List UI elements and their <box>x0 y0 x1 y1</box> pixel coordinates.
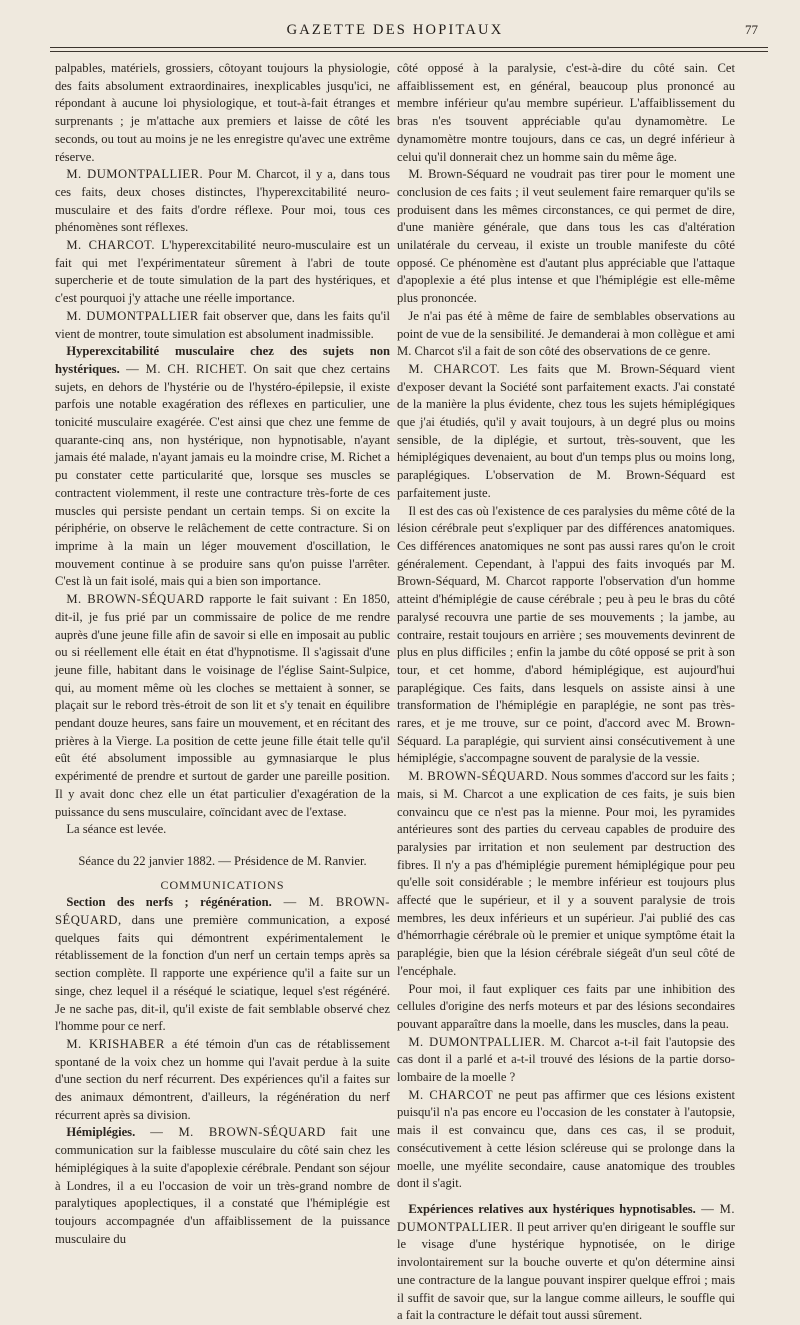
session-closing: La séance est levée. <box>66 822 167 837</box>
paragraph: M. KRISHABER a été témoin d'un cas de rétablissement spontané de la voix chez un homme qui l'avait perdue à la suite d'une section du nerf récurrent. Des expériences qu'il a faites sur des animaux démontrent, d'ailleurs, la régénération du nerf récurrent après sa division. <box>55 1036 390 1122</box>
paragraph: M. DUMONTPALLIER. M. Charcot a-t-il fait l'autopsie des cas dont il a parlé et a-t-il trouvé des lésions de la partie dorso-lombaire de la moelle ? <box>397 1034 735 1085</box>
left-column <box>55 60 390 1248</box>
journal-title: GAZETTE DES HOPITAUX <box>286 22 504 38</box>
speaker-name: — M. BROWN-SÉQUARD, <box>55 895 390 928</box>
paragraph: M. DUMONTPALLIER fait observer que, dans les faits qu'il vient de montrer, toute simulation est absolument inadmissible. <box>55 308 390 341</box>
page-number: 77 <box>745 22 758 37</box>
speaker-name: M. CHARCOT. <box>66 238 155 253</box>
section-heading: Expériences relatives aux hystériques hypnotisables. <box>408 1202 696 1216</box>
right-column <box>397 60 735 1325</box>
paragraph: Hémiplégies. — M. BROWN-SÉQUARD fait une communication sur la faiblesse musculaire du côté sain chez les hémiplégiques à la suite d'apoplexie cérébrale. Pendant son séjour à Londres, il a eu l'occasion de voir un très-grand nombre de paralytiques apoplectiques, il a constaté que l'hémiplégie est toujours accompagnée d'un affaiblissement de la puissance musculaire du <box>55 1125 390 1246</box>
speaker-name: M. BROWN-SÉQUARD <box>66 592 205 607</box>
header-rule-thin <box>50 51 768 52</box>
speaker-name: M. BROWN-SÉQUARD. <box>408 769 549 784</box>
speaker-name: M. CHARCOT. <box>408 361 501 376</box>
paragraph: M. DUMONTPALLIER. Pour M. Charcot, il y a, dans tous ces faits, deux choses distinctes, l'hyperexcitabilité neuro-musculaire et des faits d'ordre réflexe. Pour moi, tous ces phénomènes sont réflexes. <box>55 167 390 235</box>
paragraph: M. CHARCOT. L'hyperexcitabilité neuro-musculaire est un fait qui met l'expérimentateur sûrement à l'abri de toute supercherie et de toute simulation de la part des hystériques, et c'est pourquoi j'y attache une réelle importance. <box>55 238 390 306</box>
speaker-name: M. DUMONTPALLIER <box>66 308 199 323</box>
paragraph: Section des nerfs ; régénération. — M. BROWN-SÉQUARD, dans une première communication, a exposé quelques faits qui démontrent expérimentalement le rétablissement de la fonction d'un nerf un certain temps après sa section complète. Il rapporte une expérience qu'il a faite sur un singe, chez lequel il a réséqué le sciatique, lequel s'est régénéré. Je ne sache pas, dit-il, qu'il existe de fait semblable observé chez l'homme pour ce nerf. <box>55 895 390 1034</box>
section-gap <box>397 1193 735 1201</box>
section-heading: Section des nerfs ; régénération. <box>66 895 272 910</box>
section-heading: Hémiplégies. <box>66 1125 136 1140</box>
speaker-name: — M. BROWN-SÉQUARD <box>135 1125 326 1140</box>
paragraph: M. BROWN-SÉQUARD. Nous sommes d'accord sur les faits ; mais, si M. Charcot a une explication de ces faits, je suis bien convaincu que ce n'est pas la mienne. Pour moi, les pyramides antérieures sont des parties du cerveau capables de produire des paralysies par irritation et non seulement par destruction des fibres. Il n'y a pas d'hémiplégie purement hémiplégique pour peu qu'elle soit considérable ; le membre inférieur est toujours plus affecté que le supérieur, et il y a souvent paralysie de trois membres, les deux inférieurs et un supérieur. J'ai publié des cas d'hémorrhagie cérébrale où le premier et unique symptôme était la paraplégie, bien que la lésion cérébrale siégeât d'un seul côté de l'encéphale. <box>397 769 735 978</box>
header-rule <box>50 47 768 48</box>
section-heading: Hyperexcitabilité musculaire chez des sujets non hystériques. <box>55 344 390 376</box>
paragraph: Je n'ai pas été à même de faire de semblables observations au point de vue de la sensibilité. Je demanderai à mon collègue et ami M. Charcot s'il a fait de son côté des observations de ce genre. <box>397 308 735 359</box>
speaker-name: M. KRISHABER <box>66 1036 165 1051</box>
speaker-name: M. CHARCOT <box>408 1087 494 1102</box>
session-header <box>55 853 390 894</box>
speaker-name: M. DUMONTPALLIER. <box>408 1034 546 1049</box>
rubric-title: COMMUNICATIONS <box>160 877 285 892</box>
speaker-name: — M. DUMONTPALLIER. <box>397 1202 735 1234</box>
paragraph: palpables, matériels, grossiers, côtoyant toujours la physiologie, des faits absolument extraordinaires, inexplicables jusqu'ici, ne répondant à aucune loi physiologique, et tout-à-fait étranges et surprenants ; je m'attache aux premiers et laisse de côté les seconds, ou tout au moins je ne les enregistre qu'avec une extrême réserve. <box>55 61 390 164</box>
paragraph: Expériences relatives aux hystériques hypnotisables. — M. DUMONTPALLIER. Il peut arriver qu'en dirigeant le souffle sur le visage d'une hystérique hypnotisée, on le dirige involontairement sur la bouche ouverte et qu'on détermine ainsi une contracture de la langue pouvant inspirer quelque effroi ; mais il suffit de savoir que, sur la langue comme ailleurs, le souffle qui a fait la contracture le défait tout aussi sûrement. <box>397 1202 735 1323</box>
speaker-name: M. DUMONTPALLIER. <box>66 167 204 182</box>
paragraph: Il est des cas où l'existence de ces paralysies du même côté de la lésion cérébrale peut s'expliquer par des différences anatomiques. Ces différences anatomiques ne sont pas aussi rares qu'on le croit généralement. Cependant, à l'appui des faits invoqués par M. Brown-Séquard, M. Charcot rapporte l'observation d'un homme atteint d'hémiplégie de cause cérébrale ; peu à peu le bras du côté paralysé recouvra une partie de ses mouvements ; la jambe, au contraire, restait toujours en arrière ; ses mouvements devinrent de plus en plus difficiles ; enfin la jambe du côté opposé se prit à son tour, et cet homme, d'abord hémiplégique, est aujourd'hui paraplégique. Ces faits, dans lesquels on assiste ainsi à une transformation de l'hémiplégie en paraplégie, ne sont pas très-rares, et je me trouve, sur ce point, d'accord avec M. Brown-Séquard. La paraplégie, qui survient ainsi consécutivement à une hémiplégie, s'accompagne souvent de paralysie de la vessie. <box>397 503 735 766</box>
paragraph: Hyperexcitabilité musculaire chez des sujets non hystériques. — M. CH. RICHET. On sait que chez certains sujets, en dehors de l'hystérie ou de l'hystéro-épilepsie, il existe parfois une notable exagération des réflexes en particulier, une tonicité musculaire exagérée. C'est ainsi que chez une femme de quarante-cinq ans, non hystérique, non hypnotisable, n'ayant jamais été malade, n'ayant jamais eu la moindre crise, M. Richet a pu constater cette particularité que, lorsque ses muscles se contractent violemment, il reste une contracture très-forte de ces muscles qui persiste pendant un certain temps. Si on excite la périphérie, on observe le relâchement de cette contracture. Si on imprime à la main un léger mouvement d'oscillation, le mouvement continue à se produire sans qu'on puisse l'arrêter. C'est là un fait isolé, mais qui a bien son importance. <box>55 344 390 589</box>
paragraph: M. CHARCOT ne peut pas affirmer que ces lésions existent puisqu'il n'a pas encore eu l'occasion de les constater à l'autopsie, mais il est convaincu que, dans ces cas, il se produit, consécutivement à cette lésion scléreuse qui se prolonge dans la moelle, une myélite secondaire, cause anatomique des troubles dont il s'agit. <box>397 1087 736 1191</box>
page-header <box>50 18 758 46</box>
paragraph: M. CHARCOT. Les faits que M. Brown-Séquard vient d'exposer devant la Société sont parfaitement exacts. J'ai constaté de la manière la plus évidente, chez tous les sujets hémiplégiques que j'ai étudiés, qu'il y avait toujours, à un degré plus ou moins sensible, de la diplégie, et surtout, très-souvent, que les hémiplégiques devenaient, au bout d'un temps plus ou moins long, paraplégiques. L'observation de M. Brown-Séquard est parfaitement juste. <box>397 361 735 500</box>
session-title: Séance du 22 janvier 1882. — Présidence de M. Ranvier. <box>78 853 367 868</box>
paragraph: M. BROWN-SÉQUARD rapporte le fait suivant : En 1850, dit-il, je fus prié par un commissaire de police de me rendre auprès d'une jeune fille afin de savoir si elle en imposait au public ou si réellement elle était en état d'hypnotisme. Il s'agissait d'une jeune fille, habitant dans le voisinage de l'église Saint-Sulpice, qui, au moment même où les cloches se mettaient à sonner, se plaçait sur le rebord très-étroit de son lit et s'y tenait en équilibre pendant douze heures, sans faire un mouvement, et en récitant des prières à la Vierge. La position de cette jeune fille était telle qu'il eût été absolument impossible au gymnasiarque le plus expérimenté de prendre et surtout de garder une pareille position. Il y avait donc chez elle un état particulier d'exagération de la puissance du sens musculaire, coïncidant avec de l'extase. <box>55 592 390 819</box>
paragraph: Pour moi, il faut expliquer ces faits par une inhibition des cellules d'origine des nerfs moteurs et par des lésions secondaires pouvant apparaître dans la moelle, dans les muscles, dans la peau. <box>397 981 735 1031</box>
speaker-name: — M. CH. RICHET. <box>119 361 248 376</box>
paragraph: M. Brown-Séquard ne voudrait pas tirer pour le moment une conclusion de ces faits ; il veut seulement faire remarquer qu'ils se produisent dans les mêmes circonstances, ce qui permet de dire, d'une manière générale, que dans tous les cas d'altération unilatérale du cerveau, il existe un trouble manifeste du côté opposé. Ce phénomène est d'autant plus appréciable que l'attaque d'apoplexie a été plus intense et que l'hémiplégie est elle-même plus prononcée. <box>397 167 735 306</box>
paragraph: côté opposé à la paralysie, c'est-à-dire du côté sain. Cet affaiblissement est, en général, beaucoup plus prononcé au membre inférieur qu'au membre supérieur. L'affaiblissement du bras n'es tsouvent appréciable qu'au dynamomètre. Le dynamomètre montre toujours, dans ce cas, un degré inférieur à celui qu'il donnerait chez un homme sain du même âge. <box>397 61 735 164</box>
